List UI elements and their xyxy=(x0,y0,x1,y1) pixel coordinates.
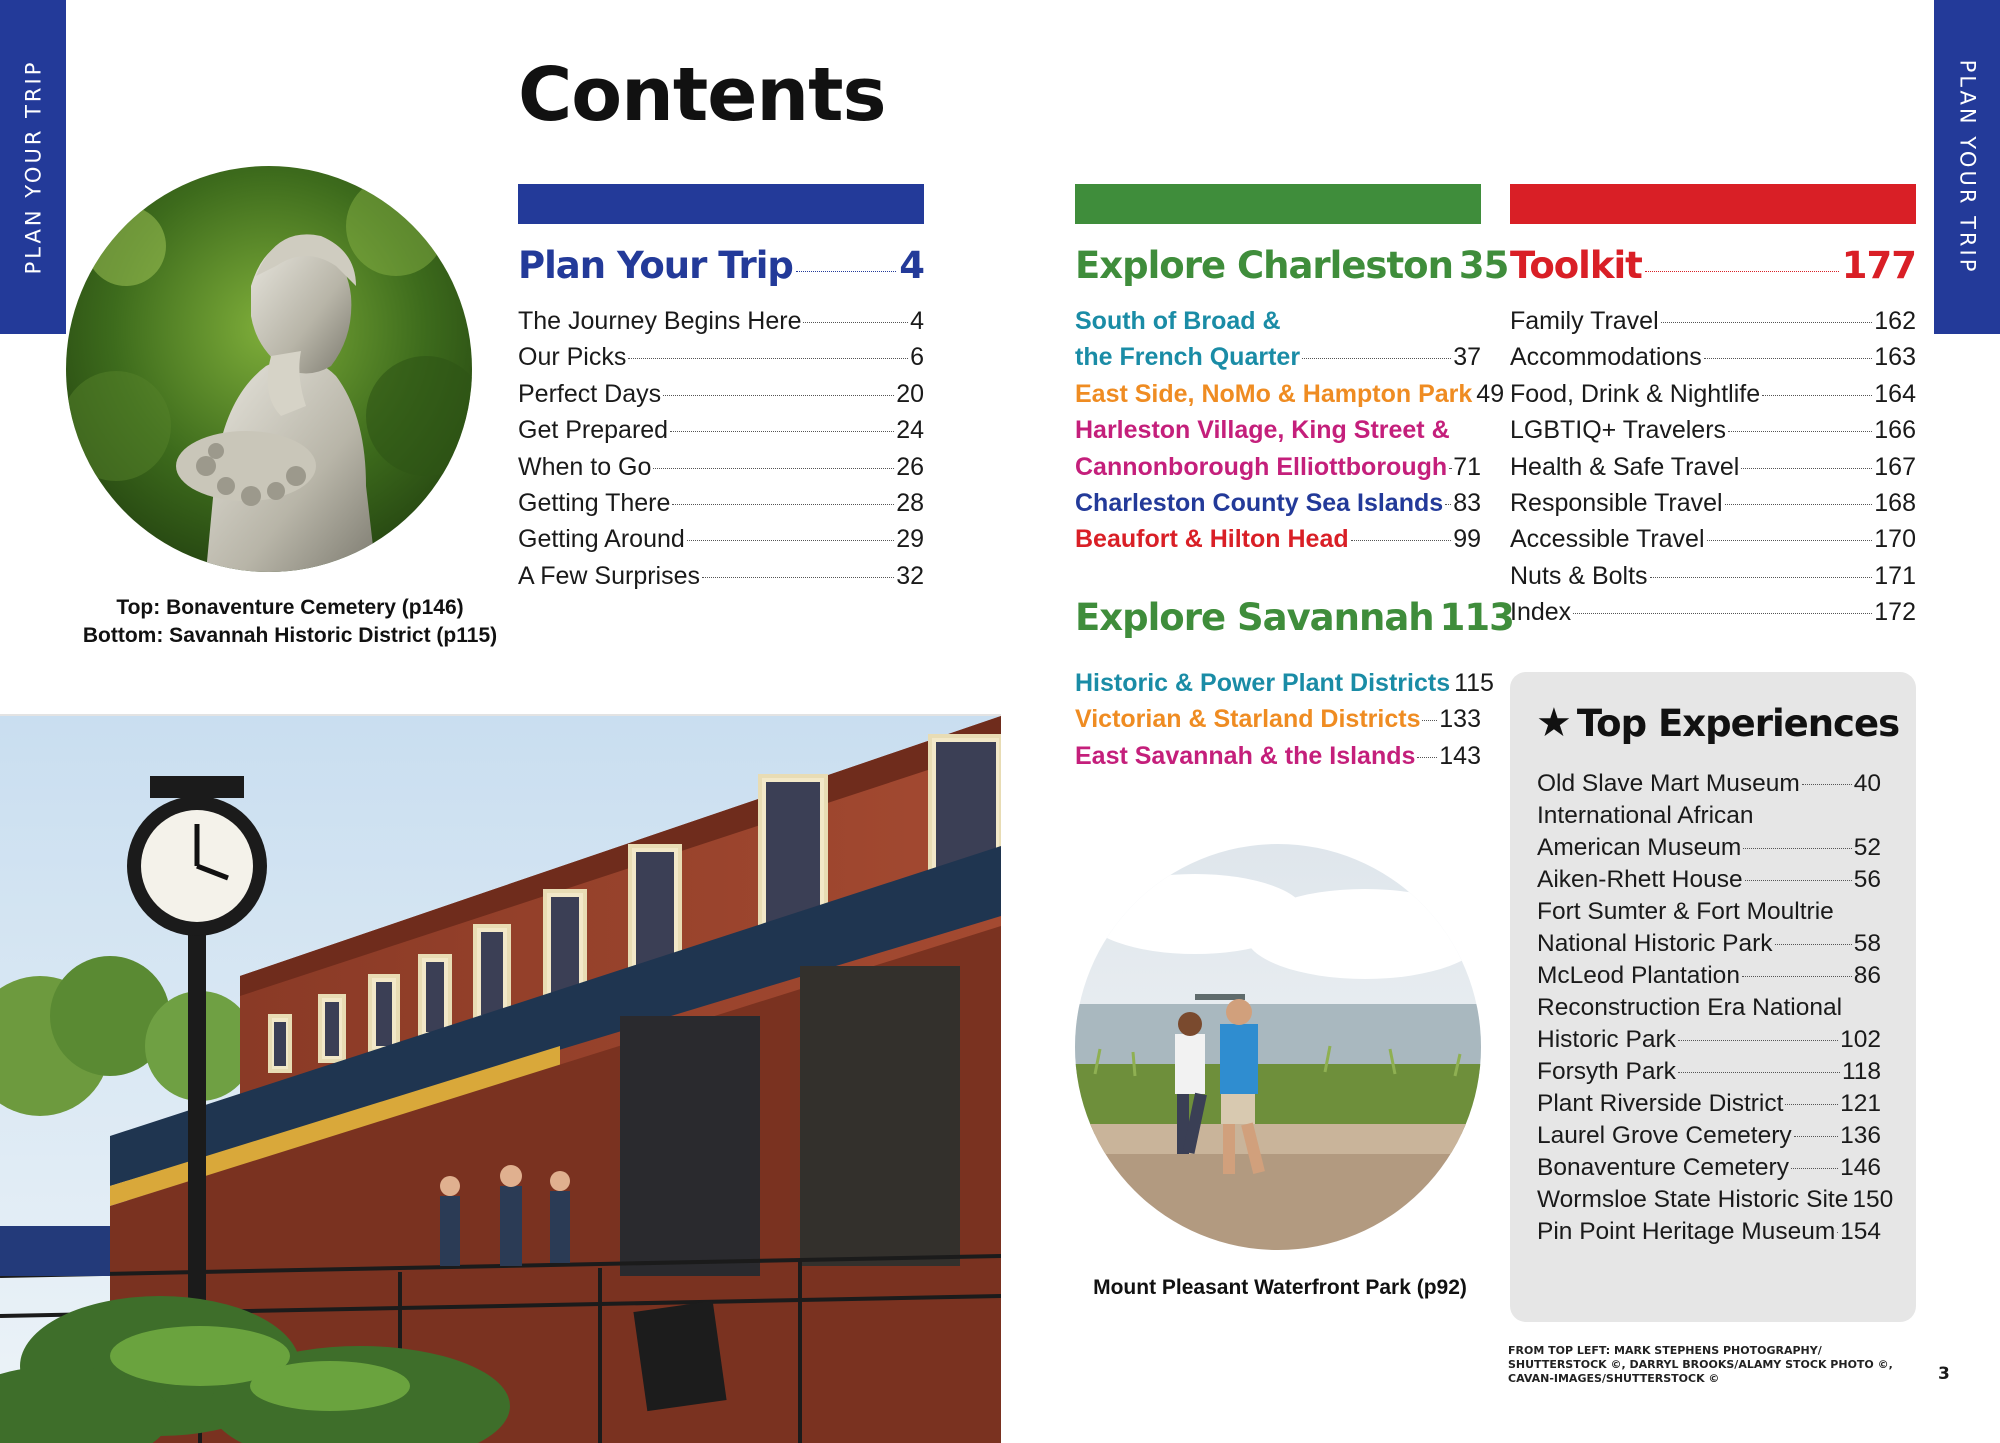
toc-page: 136 xyxy=(1840,1122,1881,1149)
toc-label-line1: Harleston Village, King Street & xyxy=(1075,416,1450,445)
caption-mount-pleasant: Mount Pleasant Waterfront Park (p92) xyxy=(1093,1276,1467,1299)
leader-dots xyxy=(1707,540,1873,541)
toolkit-bar xyxy=(1510,184,1916,224)
section-page: 35 xyxy=(1458,244,1509,287)
leader-dots xyxy=(1775,944,1852,945)
toc-item[interactable] xyxy=(518,485,924,521)
leader-dots xyxy=(663,395,894,396)
leader-dots xyxy=(803,322,908,323)
toc-item[interactable] xyxy=(1510,339,1916,375)
leader-dots xyxy=(1678,1072,1840,1073)
leader-dots xyxy=(653,468,894,469)
toc-page: 170 xyxy=(1874,525,1916,554)
explore-charleston-section xyxy=(1075,184,1514,774)
toc-label: Responsible Travel xyxy=(1510,489,1723,518)
explore-savannah-list xyxy=(1075,665,1494,774)
section-title: Explore Savannah xyxy=(1075,595,1434,639)
toc-item[interactable] xyxy=(1075,665,1494,701)
toc-label: Accommodations xyxy=(1510,343,1702,372)
leader-dots xyxy=(670,431,894,432)
toc-page: 29 xyxy=(896,525,924,554)
toc-page: 143 xyxy=(1439,741,1481,770)
leader-dots xyxy=(1742,976,1852,977)
leader-dots xyxy=(1573,613,1872,614)
toc-item[interactable] xyxy=(518,376,924,412)
toc-page: 32 xyxy=(896,561,924,590)
toc-item[interactable] xyxy=(1075,376,1505,412)
explore-savannah-heading[interactable] xyxy=(1075,595,1514,639)
toc-item[interactable] xyxy=(1075,303,1481,376)
toc-item[interactable] xyxy=(518,558,924,594)
toc-item[interactable] xyxy=(1537,896,1881,960)
toc-page: 162 xyxy=(1874,307,1916,335)
leader-dots xyxy=(1678,1040,1838,1041)
section-title: Toolkit xyxy=(1510,244,1642,287)
toc-item[interactable] xyxy=(518,339,924,375)
toc-label: Beaufort & Hilton Head xyxy=(1075,525,1349,554)
toc-page: 4 xyxy=(910,307,924,335)
caption-bottom-line: Bottom: Savannah Historic District (p115) xyxy=(82,624,498,647)
toc-label: Bonaventure Cemetery xyxy=(1537,1154,1789,1181)
toc-item[interactable] xyxy=(1537,800,1881,864)
toc-item[interactable] xyxy=(1537,768,1881,800)
leader-dots xyxy=(1661,322,1873,323)
toc-page: 102 xyxy=(1840,1026,1881,1053)
toc-item[interactable] xyxy=(1510,558,1916,594)
toc-label: Old Slave Mart Museum xyxy=(1537,770,1800,797)
toc-page: 40 xyxy=(1853,770,1881,797)
section-page: 177 xyxy=(1841,244,1916,287)
leader-dots xyxy=(687,540,894,541)
toc-label-line2: Historic Park xyxy=(1537,1026,1676,1053)
plan-your-trip-bar xyxy=(518,184,924,224)
toc-item[interactable] xyxy=(1510,303,1916,339)
leader-dots xyxy=(1422,720,1437,721)
toc-label: LGBTIQ+ Travelers xyxy=(1510,416,1727,445)
savannah-city-market-photo xyxy=(0,716,1001,1443)
toc-item[interactable] xyxy=(1510,449,1916,485)
plan-your-trip-section xyxy=(518,184,924,594)
explore-charleston-bar xyxy=(1075,184,1481,224)
top-experiences-list xyxy=(1537,768,1894,1248)
toc-page: 167 xyxy=(1874,452,1916,481)
toc-label-line1: South of Broad & xyxy=(1075,307,1281,335)
toc-item[interactable] xyxy=(518,449,924,485)
leader-dots xyxy=(1449,468,1451,469)
toc-label: Getting Around xyxy=(518,525,685,554)
toc-item[interactable] xyxy=(1537,1216,1881,1248)
toc-page: 133 xyxy=(1439,705,1481,734)
toc-item[interactable] xyxy=(1075,701,1481,737)
toc-label: McLeod Plantation xyxy=(1537,962,1740,989)
toc-item[interactable] xyxy=(518,303,924,339)
toc-label: Index xyxy=(1510,598,1572,627)
leader-dots xyxy=(1762,395,1872,396)
toc-item[interactable] xyxy=(518,521,924,557)
toc-page: 163 xyxy=(1874,343,1916,372)
page-number: 3 xyxy=(1938,1364,1950,1384)
toolkit-list xyxy=(1510,303,1916,631)
toc-label: Health & Safe Travel xyxy=(1510,452,1740,481)
mount-pleasant-photo xyxy=(1075,844,1481,1250)
top-experiences-heading xyxy=(1536,700,1899,746)
toc-label: Charleston County Sea Islands xyxy=(1075,489,1444,518)
toc-page: 6 xyxy=(910,343,924,372)
toc-item[interactable] xyxy=(1510,594,1916,630)
leader-dots xyxy=(672,504,894,505)
leader-dots xyxy=(1417,757,1437,758)
leader-dots xyxy=(1745,880,1852,881)
toc-page: 52 xyxy=(1853,834,1881,861)
toc-item[interactable] xyxy=(1075,412,1481,485)
toc-item[interactable] xyxy=(1537,1088,1881,1120)
toc-label: East Side, NoMo & Hampton Park xyxy=(1075,379,1473,408)
toc-page: 99 xyxy=(1453,525,1481,554)
toc-item[interactable] xyxy=(1537,1056,1881,1088)
leader-dots xyxy=(1351,540,1452,541)
toc-page: 26 xyxy=(896,452,924,481)
side-tab-right xyxy=(1934,0,2000,334)
side-tab-left xyxy=(0,0,66,334)
section-page: 4 xyxy=(899,244,924,287)
toc-item[interactable] xyxy=(518,412,924,448)
toc-item[interactable] xyxy=(1537,1120,1881,1152)
toc-page: 37 xyxy=(1453,343,1481,372)
leader-dots xyxy=(1837,1232,1838,1233)
toc-label: Aiken-Rhett House xyxy=(1537,866,1743,893)
toc-item[interactable] xyxy=(1510,521,1916,557)
toc-item[interactable] xyxy=(1537,960,1881,992)
toc-label: Forsyth Park xyxy=(1537,1058,1676,1085)
side-tab-right-label: PLAN YOUR TRIP xyxy=(1955,59,1979,275)
toc-page: 86 xyxy=(1853,962,1881,989)
page-title: Contents xyxy=(518,52,886,138)
toc-label: Accessible Travel xyxy=(1510,525,1705,554)
leader-dots xyxy=(1725,504,1873,505)
toc-page: 172 xyxy=(1874,598,1916,627)
toc-item[interactable] xyxy=(1510,485,1916,521)
toc-page: 56 xyxy=(1853,866,1881,893)
toc-label: Perfect Days xyxy=(518,379,662,408)
toc-page: 146 xyxy=(1840,1154,1881,1181)
toc-label: Pin Point Heritage Museum xyxy=(1537,1218,1836,1245)
toc-page: 58 xyxy=(1853,930,1881,957)
caption-top-line: Top: Bonaventure Cemetery (p146) xyxy=(116,596,464,619)
toc-page: 154 xyxy=(1840,1218,1881,1245)
toc-page: 118 xyxy=(1841,1058,1881,1085)
toc-label: When to Go xyxy=(518,452,652,481)
toc-page: 115 xyxy=(1454,668,1494,697)
toc-label-line1: International African xyxy=(1537,802,1754,829)
leader-dots xyxy=(1302,358,1451,359)
toc-page: 166 xyxy=(1874,416,1916,445)
caption-top-left xyxy=(80,594,500,650)
leader-dots xyxy=(628,358,908,359)
toc-label: Laurel Grove Cemetery xyxy=(1537,1122,1792,1149)
toc-label: Plant Riverside District xyxy=(1537,1090,1784,1117)
toc-label-line2: National Historic Park xyxy=(1537,930,1773,957)
toc-label: East Savannah & the Islands xyxy=(1075,741,1416,770)
toc-label: Our Picks xyxy=(518,343,627,372)
toc-item[interactable] xyxy=(1537,992,1881,1056)
toc-page: 171 xyxy=(1874,561,1916,590)
leader-dots xyxy=(1445,504,1451,505)
toc-label: The Journey Begins Here xyxy=(518,307,802,335)
toc-label: Getting There xyxy=(518,489,671,518)
leader-dots xyxy=(1791,1168,1838,1169)
leader-dots xyxy=(1743,848,1852,849)
leader-dots xyxy=(796,271,896,272)
toc-page: 49 xyxy=(1476,379,1505,408)
leader-dots xyxy=(1794,1136,1838,1137)
toc-label: Family Travel xyxy=(1510,307,1659,335)
toc-label: Food, Drink & Nightlife xyxy=(1510,379,1761,408)
toolkit-section xyxy=(1510,184,1916,631)
side-tab-left-label: PLAN YOUR TRIP xyxy=(21,59,45,275)
toc-label: Historic & Power Plant Districts xyxy=(1075,668,1451,697)
toc-label: Get Prepared xyxy=(518,416,669,445)
leader-dots xyxy=(1741,468,1872,469)
plan-your-trip-heading[interactable] xyxy=(518,244,924,287)
leader-dots xyxy=(702,577,894,578)
toc-page: 71 xyxy=(1453,452,1481,481)
toc-label-line2: American Museum xyxy=(1537,834,1742,861)
toc-item[interactable] xyxy=(1510,376,1916,412)
leader-dots xyxy=(1802,784,1852,785)
toc-page: 20 xyxy=(896,379,924,408)
plan-your-trip-list xyxy=(518,303,924,594)
toc-label: Nuts & Bolts xyxy=(1510,561,1648,590)
leader-dots xyxy=(1704,358,1873,359)
toc-label-line1: Reconstruction Era National xyxy=(1537,994,1843,1021)
leader-dots xyxy=(1785,1104,1838,1105)
toc-item[interactable] xyxy=(1510,412,1916,448)
toc-label-line2: Cannonborough Elliottborough xyxy=(1075,452,1448,481)
toc-page: 164 xyxy=(1874,379,1916,408)
explore-charleston-list xyxy=(1075,303,1505,558)
toc-item[interactable] xyxy=(1075,485,1481,521)
toc-page: 150 xyxy=(1852,1186,1894,1213)
toolkit-heading[interactable] xyxy=(1510,244,1916,287)
toc-item[interactable] xyxy=(1537,864,1881,896)
toc-label: A Few Surprises xyxy=(518,561,701,590)
leader-dots xyxy=(1645,271,1839,272)
photo-credit: FROM TOP LEFT: MARK STEPHENS PHOTOGRAPHY/ SHUTTERSTOCK ©, DARRYL BROOKS/ALAMY STOCK PHOTO ©, CAVAN-IMAGES/SHUTTERSTOCK © xyxy=(1508,1344,1893,1385)
bonaventure-statue-photo xyxy=(66,166,472,572)
toc-item[interactable] xyxy=(1537,1152,1881,1184)
toc-page: 168 xyxy=(1874,489,1916,518)
leader-dots xyxy=(1728,431,1872,432)
toc-item[interactable] xyxy=(1537,1184,1894,1216)
section-title: Explore Charleston xyxy=(1075,244,1453,287)
toc-item[interactable] xyxy=(1075,738,1481,774)
toc-label-line1: Fort Sumter & Fort Moultrie xyxy=(1537,898,1834,925)
toc-page: 83 xyxy=(1453,489,1481,518)
explore-charleston-heading[interactable] xyxy=(1075,244,1509,287)
toc-label-line2: the French Quarter xyxy=(1075,343,1301,372)
toc-page: 28 xyxy=(896,489,924,518)
toc-item[interactable] xyxy=(1075,521,1481,557)
section-page: 113 xyxy=(1439,595,1514,639)
leader-dots xyxy=(1650,577,1873,578)
toc-label: Victorian & Starland Districts xyxy=(1075,705,1421,734)
toc-label: Wormsloe State Historic Site xyxy=(1537,1186,1849,1213)
toc-page: 24 xyxy=(896,416,924,445)
section-title: Plan Your Trip xyxy=(518,244,793,287)
toc-page: 121 xyxy=(1840,1090,1881,1117)
star-icon: ★ xyxy=(1536,700,1571,746)
top-experiences-title: Top Experiences xyxy=(1576,701,1900,745)
